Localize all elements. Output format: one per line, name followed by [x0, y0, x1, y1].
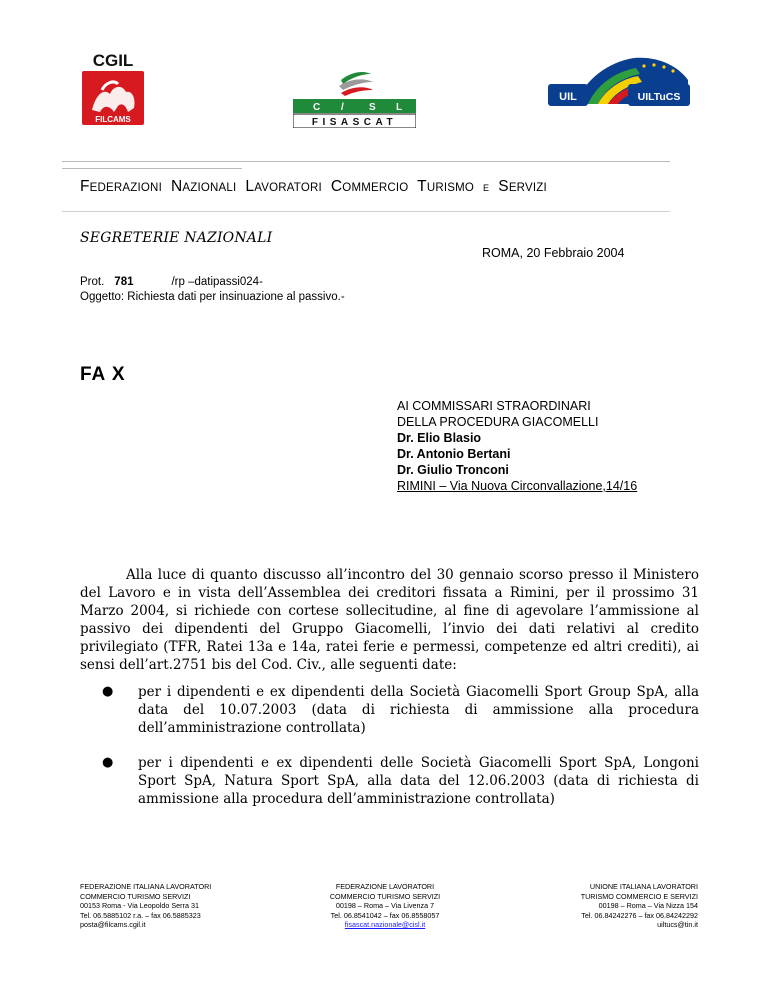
footer-mid-line: COMMERCIO TURISMO SERVIZI [329, 891, 441, 901]
title-word-3: LAVORATORI [245, 178, 322, 195]
federation-title [80, 178, 700, 196]
header-rule-bottom [62, 211, 670, 212]
footer-left-line: 00153 Roma - Via Leopoldo Serra 31 [80, 901, 199, 911]
footer-uiltucs [510, 882, 698, 930]
cisl-letter-s: S [369, 102, 376, 113]
bullet-icon: ● [102, 684, 114, 699]
uiltucs-logo-text: UILTuCS [637, 91, 681, 103]
footer-right-line: Tel. 06.84242276 – fax 06.84242292 [581, 910, 698, 920]
segreterie-nazionali: SEGRETERIE NAZIONALI [80, 230, 273, 246]
title-word-5: TURISMO [417, 178, 475, 195]
cisl-fisascat-logo [293, 66, 416, 128]
prot-number: 781 [114, 276, 134, 288]
title-word-4: COMMERCIO [330, 178, 409, 195]
recipient-line-1: AI COMMISSARI STRAORDINARI [397, 399, 591, 413]
protocol-line [80, 276, 263, 288]
recipient-address: RIMINI – Via Nuova Circonvallazione,14/16 [397, 479, 638, 493]
prot-label: Prot. [80, 276, 105, 288]
bullet-text-2: per i dipendenti e ex dipendenti delle Società Giacomelli Sport SpA, Longoni Sport SpA, Natura Sport SpA, alla data del 12.06.2003 (data di richiesta di ammissione alla procedura dell’amministrazione controllata) [138, 755, 699, 807]
footer-left-line: FEDERAZIONE ITALIANA LAVORATORI [80, 882, 212, 891]
fax-heading: FA X [80, 364, 126, 385]
footer-right-line: TURISMO COMMERCIO E SERVIZI [580, 891, 698, 901]
footer-left-line: COMMERCIO TURISMO SERVIZI [80, 891, 191, 901]
cisl-letter-l: L [396, 102, 403, 113]
prot-ref: /rp –datipassi024- [171, 276, 263, 288]
footer-filcams [80, 882, 211, 930]
cgil-filcams-logo [80, 50, 146, 126]
letter-body [80, 566, 699, 674]
title-word-7: SERVIZI [498, 178, 547, 195]
recipient-name-1: Dr. Elio Blasio [397, 431, 482, 445]
footer-right-email: uiltucs@tin.it [657, 920, 698, 930]
uil-logo-text: UIL [559, 91, 577, 103]
filcams-logo-text: FILCAMS [95, 115, 131, 124]
fisascat-logo-text: FISASCAT [311, 117, 398, 128]
letter-date: ROMA, 20 Febbraio 2004 [482, 246, 625, 260]
footer-fisascat [300, 882, 470, 930]
bullet-text-1: per i dipendenti e ex dipendenti della Società Giacomelli Sport Group SpA, alla data del 10.07.2003 (data di richiesta di ammissione alla procedura dell’amministrazione controllata) [138, 684, 699, 736]
title-word-2: NAZIONALI [170, 178, 237, 195]
footer-mid-line: FEDERAZIONE LAVORATORI [335, 882, 435, 891]
uil-uiltucs-logo [548, 54, 692, 116]
footer-left-line: Tel. 06.5885102 r.a. – fax 06.5885323 [80, 910, 201, 920]
title-word-6: E [483, 183, 490, 193]
footer-right-line: 00198 – Roma – Via Nizza 154 [598, 901, 698, 911]
body-paragraph: Alla luce di quanto discusso all’incontro del 30 gennaio scorso presso il Ministero del Lavoro e in vista dell’Assemblea dei creditori fissata a Rimini, per il prossimo 31 Marzo 2004, si richiede con cortese sollecitudine, al fine di agevolare l’ammissione al passivo dei dipendenti del Gruppo Giacomelli, l’invio dei dati relativi al credito privilegiato (TFR, Ratei 13a e 14a, ratei ferie e permessi, competenze ed altri crediti), ai sensi dell’art.2751 bis del Cod. Civ., alle seguenti date: [80, 567, 699, 673]
list-item [80, 754, 699, 808]
footer-right-line: UNIONE ITALIANA LAVORATORI [589, 882, 698, 891]
bullet-icon: ● [102, 755, 114, 770]
list-item [80, 683, 699, 737]
footer-mid-line: 00198 – Roma – Via Livenza 7 [335, 901, 435, 911]
header-rule-short [62, 168, 242, 169]
title-word-1: FEDERAZIONI [80, 178, 162, 195]
header-rule-top [62, 161, 670, 162]
subject-line: Oggetto: Richiesta dati per insinuazione al passivo.- [80, 291, 345, 303]
recipient-name-2: Dr. Antonio Bertani [397, 447, 511, 461]
footer-left-email: posta@filcams.cgil.it [80, 920, 146, 930]
recipient-name-3: Dr. Giulio Tronconi [397, 463, 509, 477]
footer-mid-line: Tel. 06.8541042 – fax 06.8558057 [330, 910, 440, 920]
cisl-letter-slash: / [341, 102, 344, 113]
bullet-list [80, 683, 699, 825]
cisl-letter-c: C [313, 102, 321, 113]
cgil-logo-text: CGIL [92, 51, 134, 70]
recipient-line-2: DELLA PROCEDURA GIACOMELLI [397, 415, 599, 429]
recipient-block [397, 398, 637, 494]
footer-fisascat-email-link[interactable]: fisascat.nazionale@cisl.it [344, 920, 426, 930]
